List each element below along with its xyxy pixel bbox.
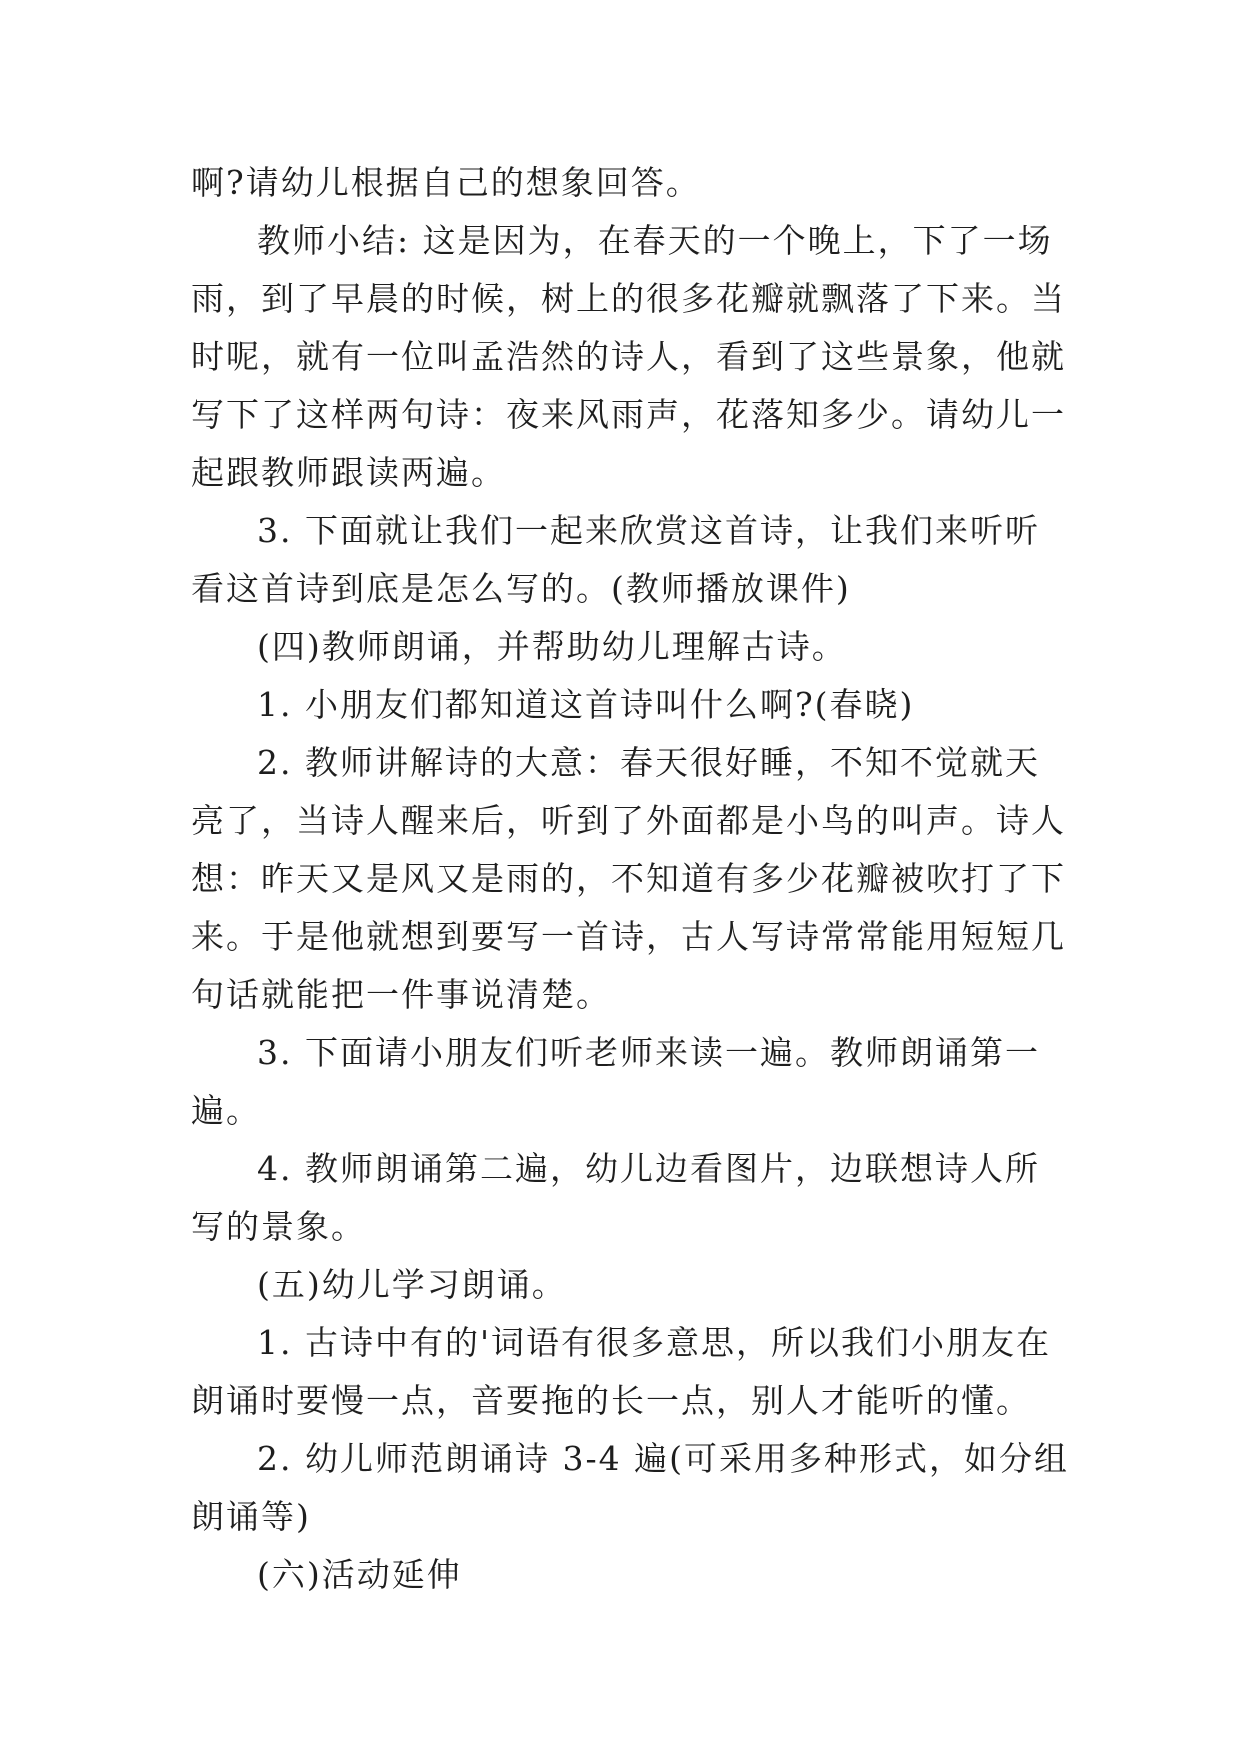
paragraph: 1. 古诗中有的'词语有很多意思，所以我们小朋友在朗诵时要慢一点，音要拖的长一点，别人才能听的懂。 — [191, 1323, 1052, 1420]
paragraph: 1. 小朋友们都知道这首诗叫什么啊?(春晓) — [257, 685, 915, 724]
paragraph: 3. 下面就让我们一起来欣赏这首诗，让我们来听听看这首诗到底是怎么写的。(教师播放课件) — [191, 511, 1040, 608]
section-heading: (四)教师朗诵，并帮助幼儿理解古诗。 — [257, 627, 847, 666]
section-heading: (五)幼儿学习朗诵。 — [257, 1265, 567, 1304]
paragraph: 2. 幼儿师范朗诵诗 3-4 遍(可采用多种形式，如分组朗诵等) — [191, 1439, 1069, 1536]
section-heading: (六)活动延伸 — [257, 1555, 462, 1594]
paragraph: 啊?请幼儿根据自己的想象回答。 — [191, 163, 701, 202]
paragraph: 4. 教师朗诵第二遍，幼儿边看图片，边联想诗人所写的景象。 — [191, 1149, 1040, 1246]
paragraph: 2. 教师讲解诗的大意：春天很好睡，不知不觉就天亮了，当诗人醒来后，听到了外面都是小鸟的叫声。诗人想：昨天又是风又是雨的，不知道有多少花瓣被吹打了下来。于是他就想到要写一首诗，古人写诗常常能用短短几句话就能把一件事说清楚。 — [191, 743, 1066, 1014]
document-body — [191, 154, 1069, 1604]
paragraph: 3. 下面请小朋友们听老师来读一遍。教师朗诵第一遍。 — [191, 1033, 1040, 1130]
paragraph: 教师小结: 这是因为，在春天的一个晚上，下了一场雨，到了早晨的时候，树上的很多花瓣就飘落了下来。当时呢，就有一位叫孟浩然的诗人，看到了这些景象，他就写下了这样两句诗：夜来风雨声，花落知多少。请幼儿一起跟教师跟读两遍。 — [191, 221, 1066, 492]
